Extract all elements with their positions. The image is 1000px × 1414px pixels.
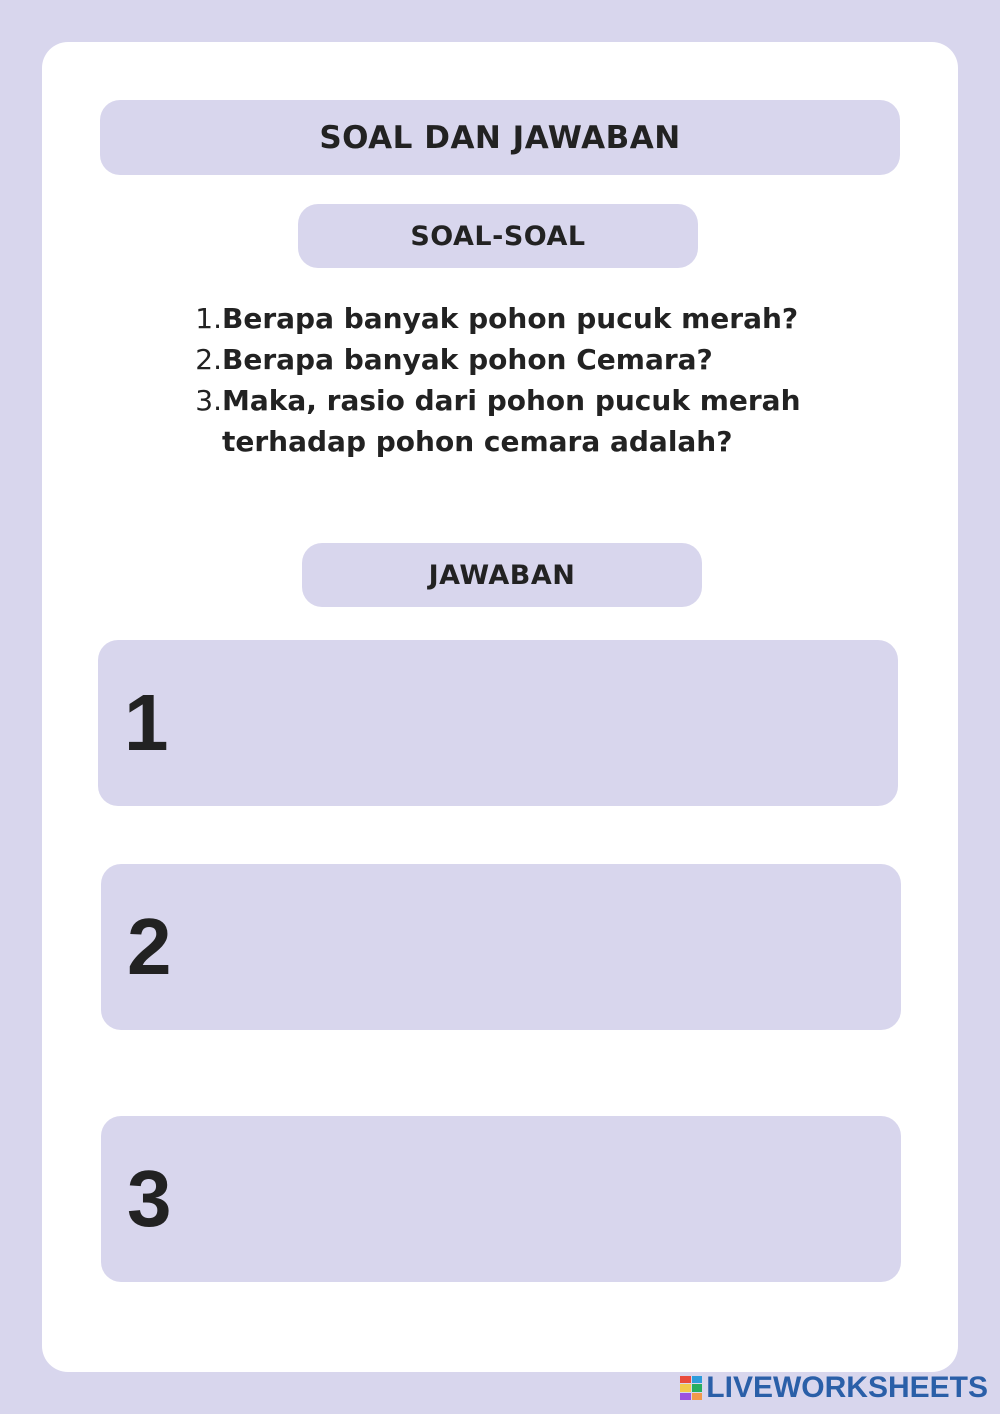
- question-text: Berapa banyak pohon pucuk merah?: [222, 302, 799, 335]
- question-number: 3.: [195, 384, 222, 417]
- questions-heading: SOAL-SOAL: [298, 204, 698, 268]
- question-item: [190, 298, 830, 339]
- answer-box-2[interactable]: [101, 864, 901, 1030]
- page-title: SOAL DAN JAWABAN: [100, 100, 900, 175]
- question-number: 2.: [195, 343, 222, 376]
- question-item: [190, 339, 830, 380]
- answers-heading: JAWABAN: [302, 543, 702, 607]
- question-item: [190, 380, 830, 462]
- questions-list: [190, 298, 830, 462]
- liveworksheets-logo-icon: [680, 1376, 702, 1400]
- brand-name: LIVEWORKSHEETS: [706, 1371, 988, 1404]
- answer-number: 2: [127, 902, 172, 991]
- answer-box-1[interactable]: [98, 640, 898, 806]
- answer-box-3[interactable]: [101, 1116, 901, 1282]
- question-text: Berapa banyak pohon Cemara?: [222, 343, 713, 376]
- question-number: 1.: [195, 302, 222, 335]
- liveworksheets-brand[interactable]: [680, 1370, 988, 1406]
- answer-number: 3: [127, 1154, 172, 1243]
- answer-number: 1: [124, 678, 169, 767]
- question-text: Maka, rasio dari pohon pucuk merah terhadap pohon cemara adalah?: [222, 384, 801, 458]
